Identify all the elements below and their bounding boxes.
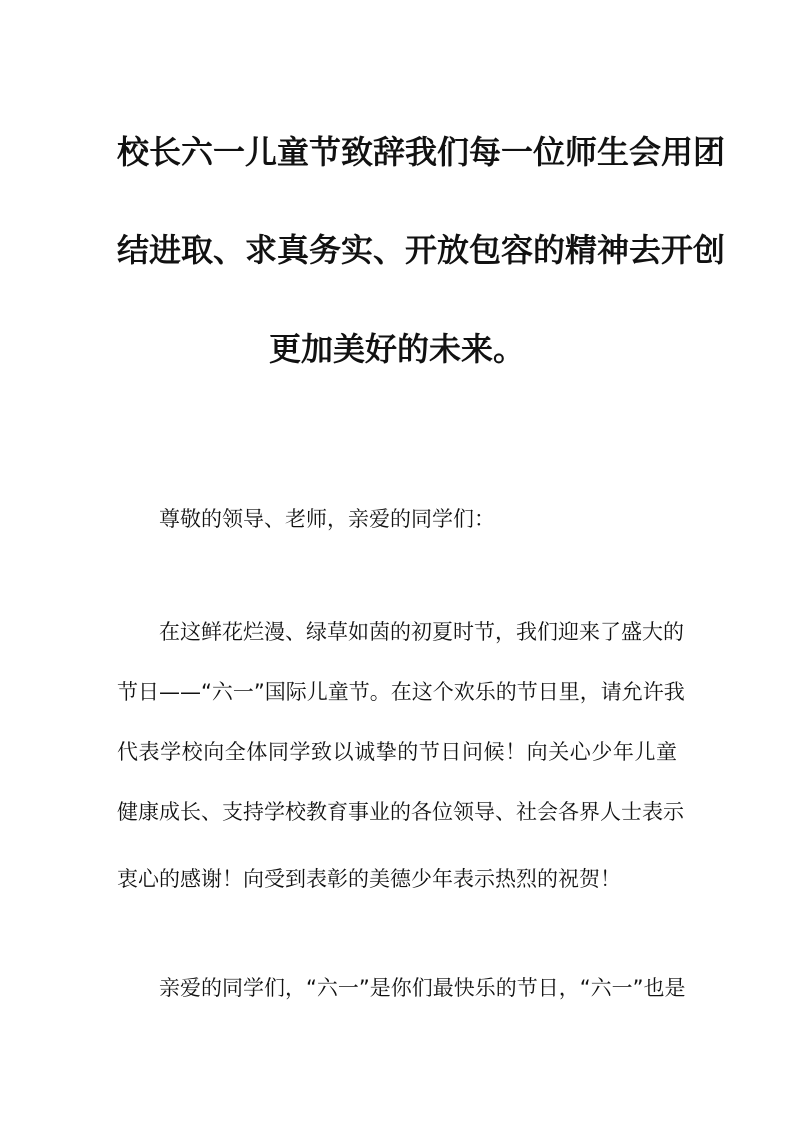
salutation: 尊敬的领导、老师，亲爱的同学们： — [159, 507, 495, 531]
paragraph-line: 代表学校向全体同学致以诚挚的节日问候！向关心少年儿童 — [117, 740, 677, 764]
title-line: 结进取、求真务实、开放包容的精神去开创 — [117, 231, 726, 269]
paragraph-line: 亲爱的同学们，“六一”是你们最快乐的节日，“六一”也是 — [159, 976, 686, 1000]
paragraph-line: 健康成长、支持学校教育事业的各位领导、社会各界人士表示 — [117, 800, 684, 824]
paragraph-line: 在这鲜花烂漫、绿草如茵的初夏时节，我们迎来了盛大的 — [159, 620, 684, 644]
title-line: 更加美好的未来。 — [268, 330, 525, 368]
paragraph-line: 衷心的感谢！向受到表彰的美德少年表示热烈的祝贺！ — [117, 867, 621, 891]
paragraph-line: 节日——“六一”国际儿童节。在这个欢乐的节日里，请允许我 — [117, 680, 685, 704]
title-line: 校长六一儿童节致辞我们每一位师生会用团 — [117, 133, 726, 171]
